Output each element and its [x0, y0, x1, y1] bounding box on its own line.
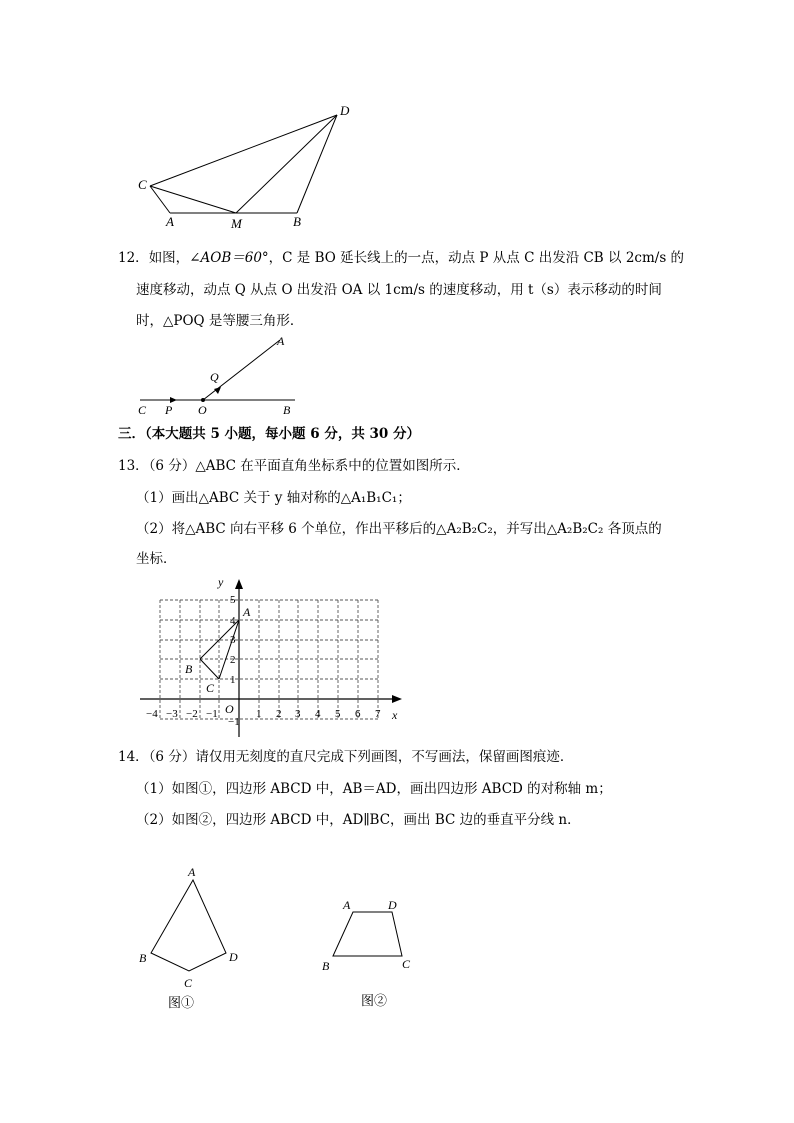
- coordinate-grid: [130, 575, 410, 740]
- q13-number: 13．: [118, 458, 149, 474]
- x-tick: 4: [315, 708, 321, 720]
- q12-label-O: O: [198, 403, 207, 417]
- x-tick: 5: [335, 708, 341, 720]
- x-tick: −1: [206, 708, 218, 720]
- fig1-label-C: C: [184, 976, 193, 990]
- x-tick: 6: [355, 708, 361, 720]
- fig2-label-B: B: [322, 959, 330, 973]
- origin-label: O: [225, 702, 234, 716]
- q14-line-1: [118, 748, 573, 766]
- figure-1-kite: [130, 860, 260, 1020]
- y-tick: −1: [228, 716, 240, 728]
- label-A: A: [166, 214, 174, 229]
- q12-line-1: [118, 249, 684, 267]
- label-B: B: [293, 214, 301, 229]
- figure-triangle-cdmb: [130, 100, 370, 235]
- fig2-caption: 图②: [361, 993, 388, 1008]
- fig1-label-D: D: [229, 950, 238, 964]
- q13-head: （6 分）△ABC 在平面直角坐标系中的位置如图所示．: [148, 458, 470, 474]
- axis-label-x: x: [392, 708, 398, 722]
- y-tick: 4: [230, 615, 236, 627]
- label-D: D: [340, 103, 350, 118]
- x-tick: 1: [256, 708, 262, 720]
- q12-text-1a: 如图，: [148, 250, 190, 266]
- label-M: M: [231, 216, 242, 231]
- q14-head: （6 分）请仅用无刻度的直尺完成下列画图，不写画法，保留画图痕迹．: [148, 749, 574, 765]
- q14-number: 14．: [118, 749, 149, 765]
- q13-sub-1: （1）画出△ABC 关于 y 轴对称的△A₁B₁C₁；: [136, 490, 411, 506]
- point-A: A: [243, 605, 251, 619]
- q13-sub-2b: 坐标．: [136, 551, 177, 567]
- q13-sub-2: （2）将△ABC 向右平移 6 个单位，作出平移后的△A₂B₂C₂，并写出△A₂B₂C₂ 各顶点的: [136, 521, 662, 537]
- q12-label-A: A: [277, 334, 285, 348]
- fig1-label-A: A: [188, 865, 196, 879]
- q12-label-Q: Q: [210, 370, 219, 384]
- y-tick: 2: [230, 654, 236, 666]
- x-tick: 7: [375, 708, 381, 720]
- q12-line-3: 时，△POQ 是等腰三角形．: [136, 313, 304, 329]
- x-tick: 2: [276, 708, 282, 720]
- fig2-label-D: D: [388, 898, 397, 912]
- figure-2-trapezoid: [310, 890, 430, 1015]
- q12-line-2: 速度移动，动点 Q 从点 O 出发沿 OA 以 1cm/s 的速度移动，用 t（s）表示移动的时间: [136, 282, 662, 298]
- x-tick: −2: [186, 708, 198, 720]
- x-tick: 3: [295, 708, 301, 720]
- x-tick: −4: [146, 708, 158, 720]
- x-tick: −3: [166, 708, 178, 720]
- q12-label-P: P: [165, 403, 173, 417]
- axis-label-y: y: [218, 575, 224, 589]
- y-tick: 1: [230, 674, 236, 686]
- fig1-label-B: B: [139, 951, 147, 965]
- q12-number: 12．: [118, 250, 149, 266]
- y-tick: 3: [230, 634, 236, 646]
- point-B: B: [185, 662, 193, 676]
- fig2-label-C: C: [402, 957, 411, 971]
- y-tick: 5: [230, 594, 236, 606]
- q12-label-C: C: [138, 403, 147, 417]
- point-C: C: [206, 681, 215, 695]
- section-3-heading: 三．（本大题共 5 小题，每小题 6 分，共 30 分）: [118, 426, 421, 442]
- label-C: C: [138, 177, 147, 192]
- q14-sub-1: （1）如图①，四边形 ABCD 中，AB＝AD，画出四边形 ABCD 的对称轴 m；: [136, 781, 612, 797]
- q14-sub-2: （2）如图②，四边形 ABCD 中，AD∥BC，画出 BC 边的垂直平分线 n．: [136, 812, 581, 828]
- q12-text-1b: ，C 是 BO 延长线上的一点，动点 P 从点 C 出发沿 CB 以 2cm/s 的: [268, 250, 685, 266]
- q12-label-B: B: [283, 403, 291, 417]
- fig2-label-A: A: [343, 898, 351, 912]
- fig1-caption: 图①: [168, 995, 195, 1010]
- q12-angle: ∠AOB＝60°: [189, 250, 269, 266]
- q13-line-1: [118, 457, 470, 475]
- figure-angle-aob: [130, 332, 310, 422]
